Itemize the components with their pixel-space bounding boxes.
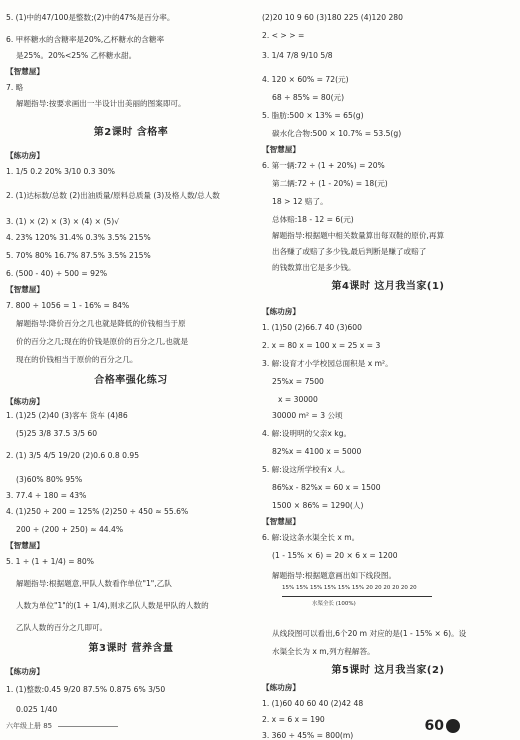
lesson-heading: 第3课时 营养含量 xyxy=(88,643,174,654)
answer-line: x = 30000 xyxy=(278,395,318,404)
section-tag: 【练功房】 xyxy=(6,667,44,676)
answer-line: 2. x = 6 x = 190 xyxy=(262,715,325,724)
answer-line: 6. 甲杯糖水的含糖率是20%,乙杯糖水的含糖率 xyxy=(6,35,165,44)
answer-line: 7. 800 ÷ 1056 = 1 - 16% = 84% xyxy=(6,301,130,310)
section-tag: 【智慧屋】 xyxy=(262,517,300,526)
answer-line: 解题指导:降价百分之几也就是降低的价钱相当于原 xyxy=(16,319,186,328)
section-tag: 【练功房】 xyxy=(262,307,300,316)
answer-line: 4. 120 × 60% = 72(元) xyxy=(262,75,349,84)
lesson-heading: 合格率强化练习 xyxy=(94,375,168,386)
answer-line: 解题指导:按要求画出一半设计出美丽的图案即可。 xyxy=(16,99,186,108)
answer-line: 价的百分之几;现在的价钱是原价的百分之几,也就是 xyxy=(16,337,189,346)
diagram-bar xyxy=(282,596,432,597)
answer-line: 6. (500 - 40) ÷ 500 = 92% xyxy=(6,269,108,278)
section-tag: 【智慧屋】 xyxy=(6,541,44,550)
section-tag: 【智慧屋】 xyxy=(6,67,44,76)
answer-line: 4. 23% 120% 31.4% 0.3% 3.5% 215% xyxy=(6,233,151,242)
answer-line: 1500 × 86% = 1290(人) xyxy=(272,501,364,510)
answer-line: 6. 第一辆:72 ÷ (1 + 20%) = 20% xyxy=(262,161,385,170)
line-segment-diagram xyxy=(282,585,432,614)
section-tag: 【智慧屋】 xyxy=(262,145,300,154)
answer-line: 碳水化合物:500 × 10.7% = 53.5(g) xyxy=(272,129,402,138)
answer-line: 200 ÷ (200 + 250) ≈ 44.4% xyxy=(16,525,124,534)
answer-line: 1. 1/5 0.2 20% 3/10 0.3 30% xyxy=(6,167,115,176)
answer-line: 解题指导:根据题意画出如下线段图。 xyxy=(272,571,397,580)
answer-line: 6. 解:设这条水渠全长 x m。 xyxy=(262,533,360,542)
answer-line: (1 - 15% × 6) = 20 × 6 x = 1200 xyxy=(272,551,398,560)
answer-line: 解题指导:根据题中相关数量算出每双鞋的原价,再算 xyxy=(272,231,445,240)
answer-line: 5. (1)中的47/100是整数;(2)中的47%是百分率。 xyxy=(6,13,175,22)
answer-line: 乙队人数的百分之几即可。 xyxy=(16,623,108,632)
answer-line: (5)25 3/8 37.5 3/5 60 xyxy=(16,429,98,438)
answer-line: 4. 解:设明明的父亲x kg。 xyxy=(262,429,352,438)
section-tag: 【练功房】 xyxy=(262,683,300,692)
answer-line: 3. 77.4 ÷ 180 = 43% xyxy=(6,491,87,500)
answer-line: 18 > 12 赔了。 xyxy=(272,197,328,206)
page-badge-icon xyxy=(446,719,460,733)
answer-line: 的钱数算出它是多少钱。 xyxy=(272,263,356,272)
answer-line: 3. 解:设育才小学校园总面积是 x m²。 xyxy=(262,359,393,368)
answer-line: 是25%。20%<25% 乙杯糖水甜。 xyxy=(16,51,137,60)
answer-line: 2. (1)达标数/总数 (2)出油质量/原料总质量 (3)及格人数/总人数 xyxy=(6,191,220,200)
answer-line: 第二辆:72 ÷ (1 - 20%) = 18(元) xyxy=(272,179,388,188)
answer-line: 1. (1)50 (2)66.7 40 (3)600 xyxy=(262,323,362,332)
answer-line: 68 ÷ 85% = 80(元) xyxy=(272,93,345,102)
lesson-heading: 第2课时 含格率 xyxy=(93,127,169,138)
answer-line: 解题指导:根据题意,甲队人数看作单位"1",乙队 xyxy=(16,579,172,588)
answer-line: 4. (1)250 ÷ 200 = 125% (2)250 ÷ 450 ≈ 55.6% xyxy=(6,507,189,516)
answer-line: 7. 略 xyxy=(6,83,24,92)
grade-label: 六年级上册 85 xyxy=(6,722,53,730)
answer-line: (2)20 10 9 60 (3)180 225 (4)120 280 xyxy=(262,13,403,22)
section-tag: 【练功房】 xyxy=(6,151,44,160)
answer-line: 5. 脂肪:500 × 13% = 65(g) xyxy=(262,111,364,120)
answer-line: 水渠全长为 x m,列方程解答。 xyxy=(272,647,375,656)
answer-line: 人数为单位"1"的(1 + 1/4),则求乙队人数是甲队的人数的 xyxy=(16,601,209,610)
answer-line: 5. 1 ÷ (1 + 1/4) = 80% xyxy=(6,557,94,566)
section-tag: 【智慧屋】 xyxy=(6,285,44,294)
answer-line: (3)60% 80% 95% xyxy=(16,475,83,484)
answer-line: 82%x = 4100 x = 5000 xyxy=(272,447,362,456)
answer-line: 出各赚了或赔了多少钱,最后判断是赚了或赔了 xyxy=(272,247,427,256)
answer-line: 30000 m² = 3 公顷 xyxy=(272,411,343,420)
answer-line: 0.025 1/40 xyxy=(16,705,58,714)
answer-line: 1. (1)25 (2)40 (3)客车 货车 (4)86 xyxy=(6,411,128,420)
answer-line: 2. (1) 3/5 4/5 19/20 (2)0.6 0.8 0.95 xyxy=(6,451,140,460)
answer-line: 2. x = 80 x = 100 x = 25 x = 3 xyxy=(262,341,381,350)
lesson-heading: 第4课时 这月我当家(1) xyxy=(331,281,445,292)
answer-line: 从线段图可以看出,6个20 m 对应的是(1 - 15% × 6)。设 xyxy=(272,629,467,638)
answer-line: 总体赔:18 - 12 = 6(元) xyxy=(272,215,354,224)
footer-grade xyxy=(6,721,118,731)
diagram-caption: 水渠全长 (100%) xyxy=(312,601,356,607)
answer-line: 2. < > > = xyxy=(262,31,305,40)
page-number: 60 xyxy=(424,718,444,734)
answer-line: 25%x = 7500 xyxy=(272,377,324,386)
section-tag: 【练功房】 xyxy=(6,397,44,406)
answer-line: 1. (1)整数:0.45 9/20 87.5% 0.875 6% 3/50 xyxy=(6,685,166,694)
answer-line: 现在的价钱相当于原价的百分之几。 xyxy=(16,355,138,364)
footer-rule xyxy=(58,726,118,727)
answer-line: 3. (1) × (2) × (3) × (4) × (5)√ xyxy=(6,217,120,226)
lesson-heading: 第5课时 这月我当家(2) xyxy=(331,665,445,676)
answer-line: 86%x - 82%x = 60 x = 1500 xyxy=(272,483,381,492)
diagram-segments: 15% 15% 15% 15% 15% 15% 20 20 20 20 20 20 xyxy=(282,585,417,591)
answer-line: 5. 解:设这所学校有x 人。 xyxy=(262,465,350,474)
answer-line: 5. 70% 80% 16.7% 87.5% 3.5% 215% xyxy=(6,251,151,260)
answer-line: 3. 1/4 7/8 9/10 5/8 xyxy=(262,51,333,60)
answer-line: 3. 360 ÷ 45% = 800(m) xyxy=(262,731,354,740)
answer-line: 1. (1)60 40 60 40 (2)42 48 xyxy=(262,699,364,708)
